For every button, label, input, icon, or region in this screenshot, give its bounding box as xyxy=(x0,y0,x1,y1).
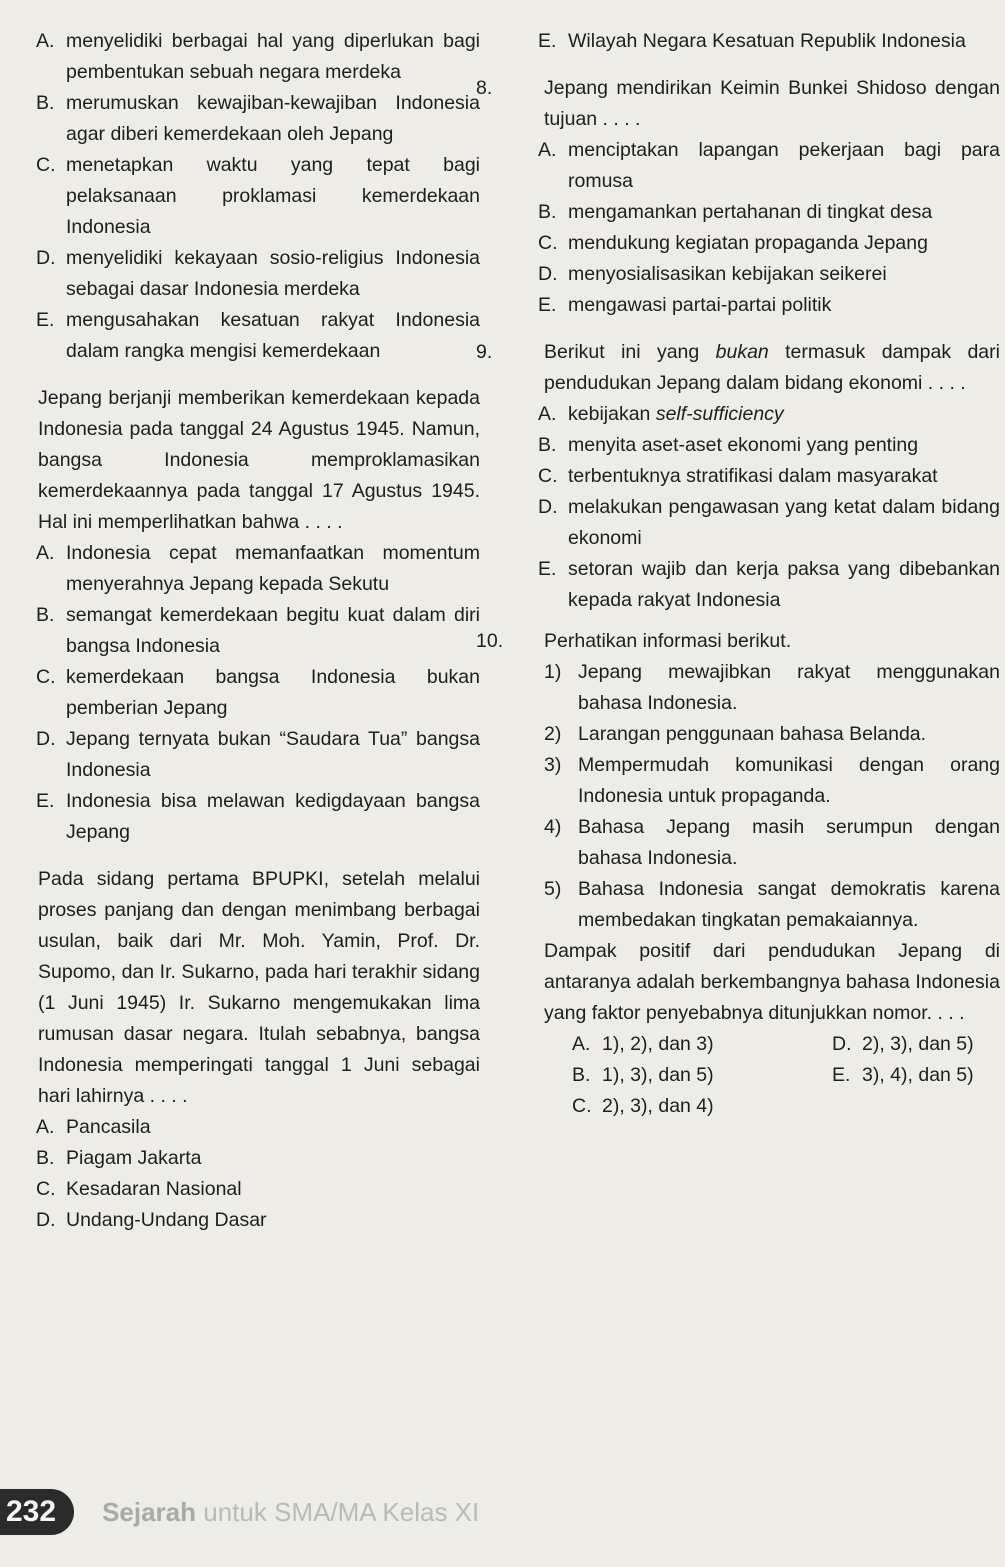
q6-option-b xyxy=(0,600,480,662)
item-text: Bahasa Indonesia sangat demokratis karena membedakan tingkatan pemakaiannya. xyxy=(578,878,1000,931)
question-6-stem xyxy=(0,383,480,538)
q8-option-c xyxy=(510,228,1000,259)
option-label: C. xyxy=(538,232,558,254)
option-label: A. xyxy=(36,542,55,564)
q5-option-d xyxy=(0,243,480,305)
option-text: setoran wajib dan kerja paksa yang dibebankan kepada rakyat Indonesia xyxy=(568,558,1000,611)
q7-option-b xyxy=(0,1143,480,1174)
option-label: B. xyxy=(36,1147,55,1169)
option-text: Pancasila xyxy=(66,1116,151,1138)
q5-option-b xyxy=(0,88,480,150)
option-text: Kesadaran Nasional xyxy=(66,1178,242,1200)
question-text: Jepang berjanji memberikan kemerdekaan kepada Indonesia pada tanggal 24 Agustus 1945. Namun, bangsa Indonesia memproklamasikan kemerdekaannya pada tanggal 17 Agustus 1945. Hal ini memperlihatkan bahwa . . . . xyxy=(38,387,480,533)
q6-option-a xyxy=(0,538,480,600)
q8-options xyxy=(510,135,1000,321)
option-label: D. xyxy=(538,496,558,518)
question-7-stem xyxy=(0,864,480,1112)
q9-option-d xyxy=(510,492,1000,554)
option-label: A. xyxy=(572,1033,591,1055)
option-text: 3), 4), dan 5) xyxy=(862,1064,974,1086)
option-label: B. xyxy=(538,434,557,456)
option-label: E. xyxy=(538,558,557,580)
question-number: 9. xyxy=(476,341,493,363)
q8-option-e xyxy=(510,290,1000,321)
question-7 xyxy=(0,864,480,1236)
question-text: Pada sidang pertama BPUPKI, setelah melalui proses panjang dan dengan menimbang berbagai usulan, baik dari Mr. Moh. Yamin, Prof. Dr. Supomo, dan Ir. Sukarno, pada hari terakhir sidang (1 Juni 1945) Ir. Sukarno mengemukakan lima rumusan dasar negara. Itulah sebabnya, bangsa Indonesia memperingati tanggal 1 Juni sebagai hari lahirnya . . . . xyxy=(38,868,480,1107)
question-9 xyxy=(476,337,1000,616)
option-text: terbentuknya stratifikasi dalam masyarakat xyxy=(568,465,938,487)
item-text: Larangan penggunaan bahasa Belanda. xyxy=(578,723,927,745)
q6-option-d xyxy=(0,724,480,786)
option-text: mengamankan pertahanan di tingkat desa xyxy=(568,201,933,223)
question-text-emphasis: bukan xyxy=(715,341,769,363)
q7-option-e xyxy=(510,26,1000,57)
info-item-2 xyxy=(510,719,1000,750)
option-text: melakukan pengawasan yang ketat dalam bidang ekonomi xyxy=(568,496,1000,549)
q7-option-c xyxy=(0,1174,480,1205)
info-item-4 xyxy=(510,812,1000,874)
option-label: E. xyxy=(538,294,557,316)
q10-option-d xyxy=(832,1029,1005,1060)
option-text: semangat kemerdekaan begitu kuat dalam diri bangsa Indonesia xyxy=(66,604,480,657)
q9-option-e xyxy=(510,554,1000,616)
q7-options xyxy=(0,1112,480,1236)
option-label: A. xyxy=(36,1116,55,1138)
question-number xyxy=(0,383,38,414)
q5-options xyxy=(0,26,480,367)
right-column xyxy=(476,26,1000,1122)
q6-option-c xyxy=(0,662,480,724)
item-number: 1) xyxy=(544,661,562,683)
option-text: 2), 3), dan 4) xyxy=(602,1095,714,1117)
q9-options xyxy=(510,399,1000,616)
option-label: C. xyxy=(36,666,56,688)
option-label: A. xyxy=(538,403,557,425)
question-number: 8. xyxy=(476,77,493,99)
q5-option-e xyxy=(0,305,480,367)
question-10 xyxy=(476,626,1000,1122)
q10-options xyxy=(510,1029,1000,1122)
option-text xyxy=(568,399,1000,430)
option-text: 1), 2), dan 3) xyxy=(602,1033,714,1055)
q8-option-d xyxy=(510,259,1000,290)
option-label: C. xyxy=(36,1178,56,1200)
info-item-3 xyxy=(510,750,1000,812)
option-label: C. xyxy=(572,1095,592,1117)
page-number: 232 xyxy=(0,1489,74,1535)
question-9-stem xyxy=(476,337,1000,399)
question-8 xyxy=(476,73,1000,321)
q5-option-a xyxy=(0,26,480,88)
option-label: D. xyxy=(538,263,558,285)
question-text-pre: Berikut ini yang xyxy=(544,341,716,363)
option-label: A. xyxy=(36,30,55,52)
q7-option-a xyxy=(0,1112,480,1143)
option-text: kemerdekaan bangsa Indonesia bukan pemberian Jepang xyxy=(66,666,480,719)
option-text: menyelidiki berbagai hal yang diperlukan bagi pembentukan sebuah negara merdeka xyxy=(66,30,480,83)
question-8-stem xyxy=(476,73,1000,135)
option-label: D. xyxy=(36,247,56,269)
book-title xyxy=(102,1497,479,1528)
page-footer xyxy=(0,1482,479,1542)
q8-option-a xyxy=(510,135,1000,197)
option-label: D. xyxy=(36,728,56,750)
q7-tail-options xyxy=(510,26,1000,57)
question-text: Perhatikan informasi berikut. xyxy=(544,630,792,652)
option-text: Indonesia bisa melawan kedigdayaan bangsa Jepang xyxy=(66,790,480,843)
option-text: menyelidiki kekayaan sosio-religius Indonesia sebagai dasar Indonesia merdeka xyxy=(66,247,480,300)
option-label: D. xyxy=(832,1033,852,1055)
item-text: Mempermudah komunikasi dengan orang Indonesia untuk propaganda. xyxy=(578,754,1000,807)
left-column xyxy=(0,26,480,1236)
option-text: Wilayah Negara Kesatuan Republik Indonesia xyxy=(568,30,966,52)
item-number: 2) xyxy=(544,723,562,745)
option-label: C. xyxy=(36,154,56,176)
q10-option-a xyxy=(572,1029,832,1060)
item-text: Jepang mewajibkan rakyat menggunakan bahasa Indonesia. xyxy=(578,661,1000,714)
q10-option-b xyxy=(572,1060,832,1091)
option-label: B. xyxy=(538,201,557,223)
option-text: Jepang ternyata bukan “Saudara Tua” bangsa Indonesia xyxy=(66,728,480,781)
item-number: 3) xyxy=(544,754,562,776)
book-title-bold: Sejarah xyxy=(102,1496,197,1527)
option-label: E. xyxy=(36,309,55,331)
item-number: 4) xyxy=(544,816,562,838)
q6-options xyxy=(0,538,480,848)
q9-option-c xyxy=(510,461,1000,492)
option-text: mengusahakan kesatuan rakyat Indonesia dalam rangka mengisi kemerdekaan xyxy=(66,309,480,362)
q10-info-list xyxy=(510,657,1000,936)
option-text: menetapkan waktu yang tepat bagi pelaksanaan proklamasi kemerdekaan Indonesia xyxy=(66,154,480,238)
option-label: C. xyxy=(538,465,558,487)
q9-option-b xyxy=(510,430,1000,461)
question-6 xyxy=(0,383,480,848)
item-number: 5) xyxy=(544,878,562,900)
q10-question: Dampak positif dari pendudukan Jepang di antaranya adalah berkembangnya bahasa Indonesia yang faktor penyebabnya ditunjukkan nomor. . . . xyxy=(544,940,1000,1024)
option-text: merumuskan kewajiban-kewajiban Indonesia agar diberi kemerdekaan oleh Jepang xyxy=(66,92,480,145)
q5-option-c xyxy=(0,150,480,243)
q10-option-e xyxy=(832,1060,1005,1091)
item-text: Bahasa Jepang masih serumpun dengan bahasa Indonesia. xyxy=(578,816,1000,869)
info-item-5 xyxy=(510,874,1000,936)
question-text-post: termasuk dampak dari pendudukan Jepang dalam bidang ekonomi . . . . xyxy=(544,341,1000,394)
option-text: 2), 3), dan 5) xyxy=(862,1033,974,1055)
option-text: menyosialisasikan kebijakan seikerei xyxy=(568,263,887,285)
option-label: E. xyxy=(36,790,55,812)
question-number xyxy=(0,864,38,895)
option-text: mendukung kegiatan propaganda Jepang xyxy=(568,232,928,254)
option-text: menyita aset-aset ekonomi yang penting xyxy=(568,434,919,456)
q7-option-d xyxy=(0,1205,480,1236)
option-text-emphasis: self-sufficiency xyxy=(655,403,784,425)
question-text: Jepang mendirikan Keimin Bunkei Shidoso dengan tujuan . . . . xyxy=(544,77,1000,130)
q9-option-a xyxy=(510,399,1000,430)
option-text: Piagam Jakarta xyxy=(66,1147,202,1169)
option-label: E. xyxy=(538,30,557,52)
q10-option-c xyxy=(572,1091,832,1122)
option-label: B. xyxy=(572,1064,591,1086)
option-label: B. xyxy=(36,604,55,626)
option-text: mengawasi partai-partai politik xyxy=(568,294,832,316)
option-label: B. xyxy=(36,92,55,114)
option-label: A. xyxy=(538,139,557,161)
q6-option-e xyxy=(0,786,480,848)
option-text-pre: kebijakan xyxy=(568,403,656,425)
option-text: Indonesia cepat memanfaatkan momentum menyerahnya Jepang kepada Sekutu xyxy=(66,542,480,595)
book-title-rest: untuk SMA/MA Kelas XI xyxy=(196,1496,480,1527)
question-number: 10. xyxy=(476,630,504,652)
q8-option-b xyxy=(510,197,1000,228)
option-label: E. xyxy=(832,1064,851,1086)
option-text: Undang-Undang Dasar xyxy=(66,1209,267,1231)
info-item-1 xyxy=(510,657,1000,719)
question-10-stem xyxy=(476,626,1000,657)
option-label: D. xyxy=(36,1209,56,1231)
option-text: 1), 3), dan 5) xyxy=(602,1064,714,1086)
option-text: menciptakan lapangan pekerjaan bagi para romusa xyxy=(568,139,1000,192)
